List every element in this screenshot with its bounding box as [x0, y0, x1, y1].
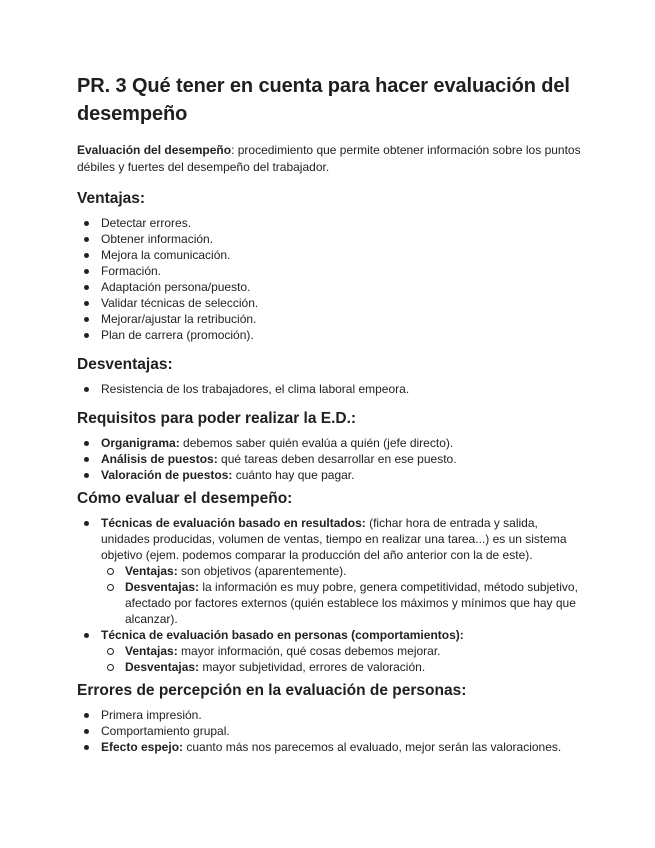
item-term: Organigrama: [101, 436, 180, 450]
list-item: Adaptación persona/puesto. [77, 279, 587, 295]
intro-paragraph [77, 142, 587, 175]
list-item: Detectar errores. [77, 215, 587, 231]
page-title: PR. 3 Qué tener en cuenta para hacer evaluación del desempeño [77, 75, 570, 125]
list-item [77, 739, 587, 755]
sub-list-item [101, 659, 587, 675]
item-term: Ventajas: [125, 564, 178, 578]
sub-list-item [101, 643, 587, 659]
list-item: Resistencia de los trabajadores, el clima laboral empeora. [77, 381, 587, 397]
item-text: cuánto hay que pagar. [232, 468, 355, 482]
sub-list [101, 563, 587, 627]
item-text: debemos saber quién evalúa a quién (jefe directo). [179, 436, 454, 450]
desventajas-list [77, 381, 587, 397]
item-text: mayor subjetividad, errores de valoración. [199, 660, 426, 674]
item-text: mayor información, qué cosas debemos mejorar. [177, 644, 441, 658]
item-term: Desventajas: [125, 660, 200, 674]
list-item: Validar técnicas de selección. [77, 295, 587, 311]
item-text: (fichar hora de entrada y salida, unidades producidas, volumen de ventas, tiempo en realizar una tarea...) es un sistema objetivo (ejem. podemos comparar la producción del año anterior con la de este). [101, 516, 567, 562]
sub-list [101, 643, 587, 675]
item-term: Ventajas: [125, 644, 178, 658]
list-item [77, 627, 587, 675]
list-item [77, 467, 587, 483]
sub-list-item [101, 579, 587, 627]
list-item [77, 707, 587, 723]
errores-section [77, 681, 587, 755]
list-item: Mejora la comunicación. [77, 247, 587, 263]
item-text: qué tareas deben desarrollar en ese puesto. [217, 452, 457, 466]
errores-list [77, 707, 587, 755]
item-text: Primera impresión. [101, 708, 202, 722]
item-term: Efecto espejo: [101, 740, 184, 754]
list-item [77, 435, 587, 451]
ventajas-section [77, 189, 587, 343]
como-evaluar-list [77, 515, 587, 675]
item-term: Desventajas: [125, 580, 200, 594]
item-term: Análisis de puestos: [101, 452, 218, 466]
item-text: Comportamiento grupal. [101, 724, 230, 738]
list-item [77, 515, 587, 627]
sub-list-item [101, 563, 587, 579]
requisitos-heading: Requisitos para poder realizar la E.D.: [77, 410, 357, 427]
item-text: son objetivos (aparentemente). [177, 564, 347, 578]
intro-text: : procedimiento que permite obtener información sobre los puntos débiles y fuertes del desempeño del trabajador. [77, 143, 581, 174]
list-item: Obtener información. [77, 231, 587, 247]
ventajas-heading: Ventajas: [77, 190, 146, 207]
desventajas-heading: Desventajas: [77, 356, 173, 373]
desventajas-section [77, 355, 587, 397]
list-item: Formación. [77, 263, 587, 279]
document-page [77, 72, 587, 767]
item-term: Técnicas de evaluación basado en resultados: [101, 516, 366, 530]
intro-term: Evaluación del desempeño [77, 143, 232, 157]
item-term: Técnica de evaluación basado en personas (comportamientos): [101, 628, 464, 642]
list-item [77, 451, 587, 467]
ventajas-list [77, 215, 587, 343]
list-item [77, 723, 587, 739]
list-item: Mejorar/ajustar la retribución. [77, 311, 587, 327]
list-item: Plan de carrera (promoción). [77, 327, 587, 343]
errores-heading: Errores de percepción en la evaluación de personas: [77, 682, 467, 699]
como-evaluar-section [77, 489, 587, 675]
requisitos-section [77, 409, 587, 483]
item-text: la información es muy pobre, genera competitividad, método subjetivo, afectado por factores externos (quién establece los máximos y mínimos que hay que alcanzar). [125, 580, 578, 626]
como-evaluar-heading: Cómo evaluar el desempeño: [77, 490, 293, 507]
item-term: Valoración de puestos: [101, 468, 233, 482]
item-text: cuanto más nos parecemos al evaluado, mejor serán las valoraciones. [183, 740, 562, 754]
requisitos-list [77, 435, 587, 483]
